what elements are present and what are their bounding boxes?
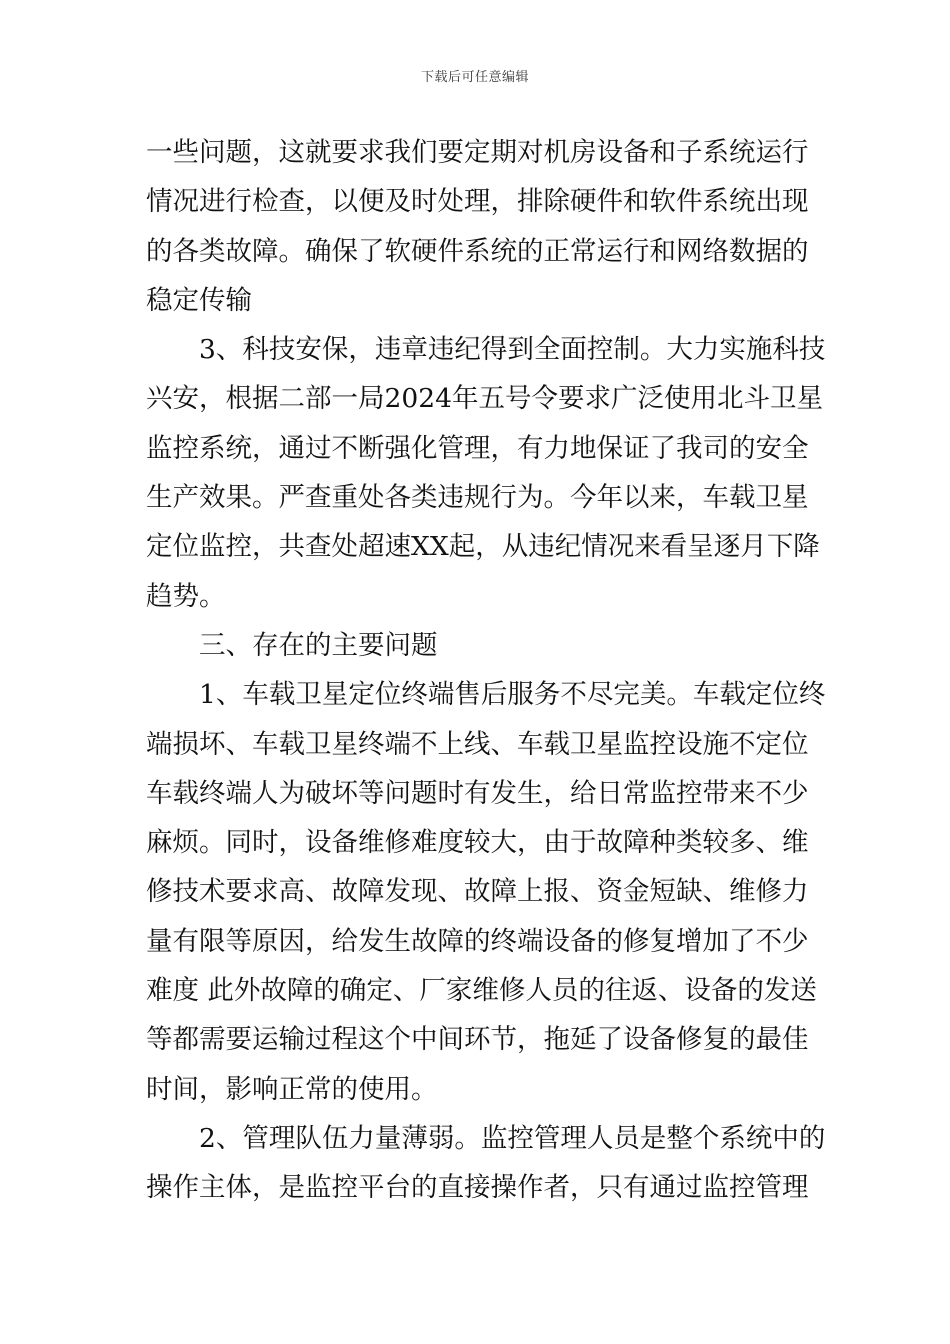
paragraph-line: 一些问题，这就要求我们要定期对机房设备和子系统运行 (146, 137, 809, 168)
body-text (146, 128, 826, 1213)
paragraph-line: 修技术要求高、故障发现、故障上报、资金短缺、维修力 (146, 876, 809, 908)
paragraph-line: 3、科技安保，违章违纪得到全面控制。大力实施科技 (199, 334, 826, 366)
section-heading: 三、存在的主要问题 (199, 629, 438, 661)
paragraph-line: 难度 此外故障的确定、厂家维修人员的往返、设备的发送 (146, 975, 817, 1007)
paragraph-line: 兴安，根据二部一局2024年五号令要求广泛使用北斗卫星 (146, 383, 823, 415)
paragraph-line: 量有限等原因，给发生故障的终端设备的修复增加了不少 (146, 925, 809, 957)
paragraph-line: 定位监控，共查处超速XX起，从违纪情况来看呈逐月下降 (146, 531, 820, 563)
paragraph-line: 生产效果。严查重处各类违规行为。今年以来，车载卫星 (146, 482, 809, 514)
paragraph-line: 时间，影响正常的使用。 (146, 1073, 438, 1105)
paragraph-line: 趋势。 (146, 580, 226, 612)
paragraph-line: 情况进行检查，以便及时处理，排除硬件和软件系统出现 (146, 186, 809, 218)
paragraph-line: 稳定传输 (146, 284, 252, 316)
paragraph-line: 操作主体，是监控平台的直接操作者，只有通过监控管理 (146, 1172, 809, 1204)
paragraph-line: 端损坏、车载卫星终端不上线、车载卫星监控设施不定位 (146, 728, 809, 760)
paragraph-line: 2、管理队伍力量薄弱。监控管理人员是整个系统中的 (199, 1122, 826, 1154)
paragraph-line: 麻烦。同时，设备维修难度较大，由于故障种类较多、维 (146, 827, 809, 859)
paragraph-line: 1、车载卫星定位终端售后服务不尽完美。车载定位终 (199, 679, 826, 711)
paragraph-line: 的各类故障。确保了软硬件系统的正常运行和网络数据的 (146, 235, 809, 267)
header-note: 下载后可任意编辑 (420, 70, 529, 85)
paragraph-line: 等都需要运输过程这个中间环节，拖延了设备修复的最佳 (146, 1024, 809, 1056)
paragraph-line: 监控系统，通过不断强化管理，有力地保证了我司的安全 (146, 432, 809, 464)
paragraph-line: 车载终端人为破坏等问题时有发生，给日常监控带来不少 (146, 777, 809, 809)
